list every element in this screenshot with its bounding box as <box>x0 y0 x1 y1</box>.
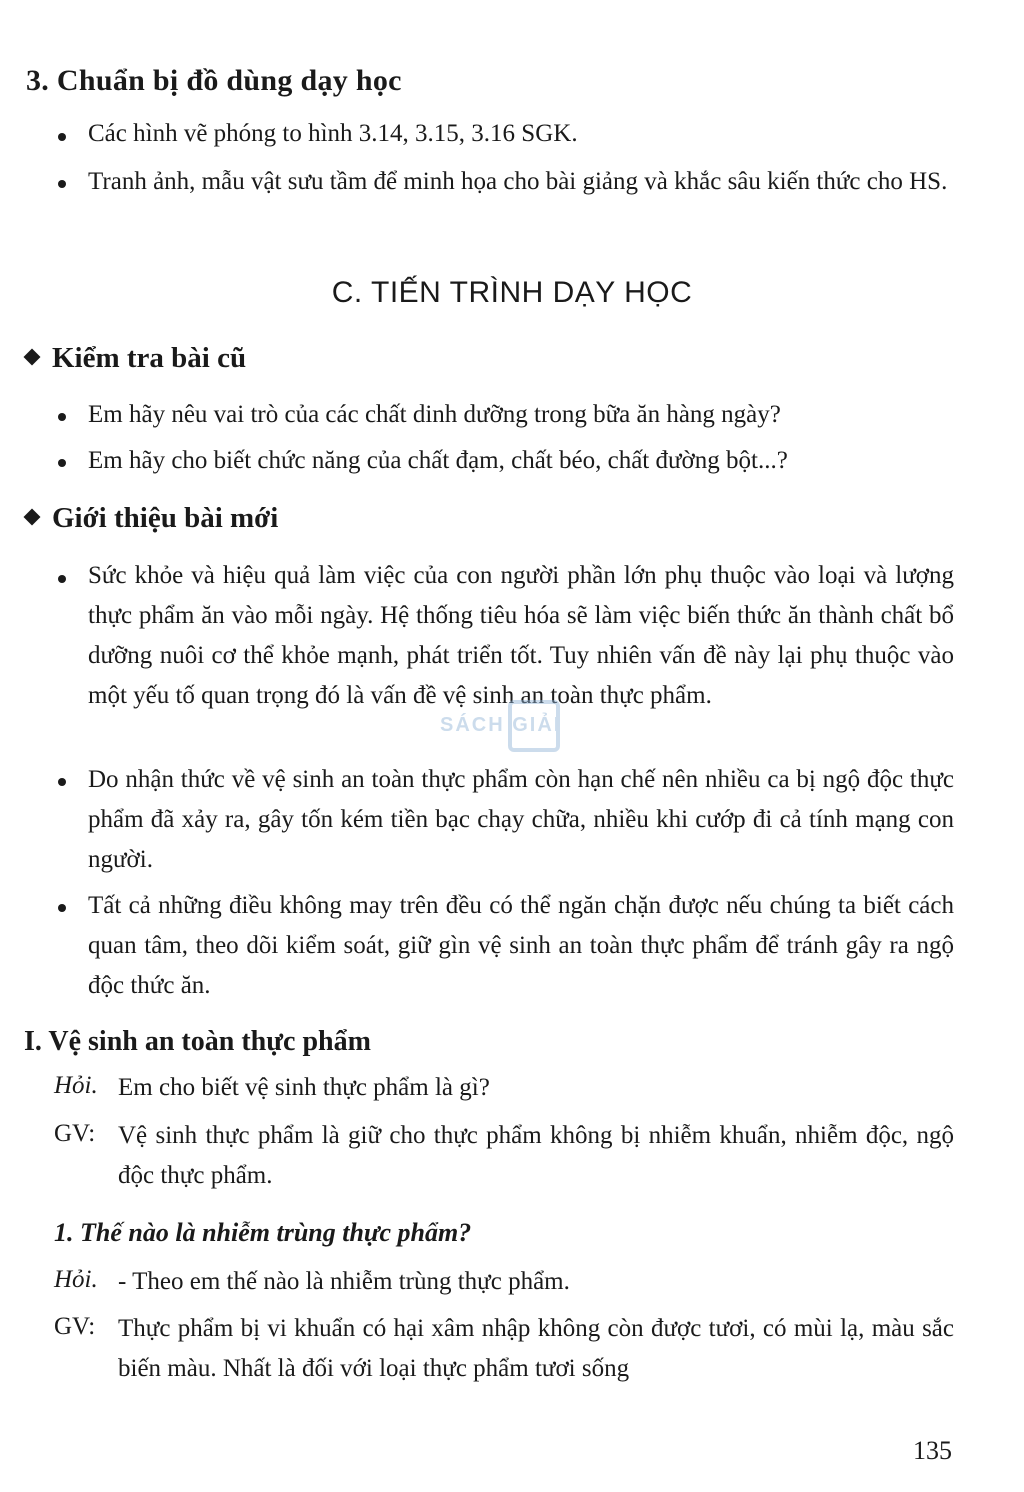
review-item-1: Em hãy nêu vai trò của các chất dinh dưỡng trong bữa ăn hàng ngày? <box>88 401 781 428</box>
subsection-1-heading: 1. Thế nào là nhiễm trùng thực phẩm? <box>54 1218 472 1247</box>
intro-item-2: Do nhận thức về vệ sinh an toàn thực phẩm còn hạn chế nên nhiều ca bị ngộ độc thực phẩm đã xảy ra, gây tốn kém tiền bạc chạy chữa, nhiều khi cướp đi cả tính mạng con người. <box>88 766 954 873</box>
question-2-label: Hỏi. <box>54 1266 98 1293</box>
answer-1-label: GV: <box>54 1120 96 1147</box>
bullet-dot <box>58 904 68 914</box>
bullet-dot <box>58 413 68 423</box>
bullet-dot <box>58 459 68 469</box>
intro-heading-text: Giới thiệu bài mới <box>52 502 279 534</box>
section-3-item-2: Tranh ảnh, mẫu vật sưu tầm để minh họa cho bài giảng và khắc sâu kiến thức cho HS. <box>88 168 948 195</box>
intro-item-3: Tất cả những điều không may trên đều có thể ngăn chặn được nếu chúng ta biết cách quan tâm, theo dõi kiểm soát, giữ gìn vệ sinh an toàn thực phẩm để tránh gây ra ngộ độc thức ăn. <box>88 892 954 999</box>
section-i-heading: I. Vệ sinh an toàn thực phẩm <box>24 1026 371 1057</box>
bullet-dot <box>58 133 68 143</box>
answer-2-label: GV: <box>54 1313 96 1340</box>
review-heading <box>26 342 246 375</box>
bullet-dot <box>58 180 68 190</box>
review-heading-text: Kiểm tra bài cũ <box>52 342 247 374</box>
review-item-2: Em hãy cho biết chức năng của chất đạm, chất béo, chất đường bột...? <box>88 447 788 474</box>
question-1-text: Em cho biết vệ sinh thực phẩm là gì? <box>118 1074 490 1101</box>
watermark-text: SÁCH GIẢI <box>440 714 562 736</box>
answer-2-text: Thực phẩm bị vi khuẩn có hại xâm nhập không còn được tươi, có mùi lạ, màu sắc biến màu. Nhất là đối với loại thực phẩm tươi sống <box>118 1315 954 1382</box>
diamond-bullet-icon <box>24 509 41 526</box>
question-1-label: Hỏi. <box>54 1072 98 1099</box>
section-3-item-1: Các hình vẽ phóng to hình 3.14, 3.15, 3.16 SGK. <box>88 120 578 147</box>
diamond-bullet-icon <box>24 349 41 366</box>
intro-heading <box>26 502 278 535</box>
question-2-text: - Theo em thế nào là nhiễm trùng thực phẩm. <box>118 1268 570 1295</box>
section-3-heading: 3. Chuẩn bị đồ dùng dạy học <box>26 64 402 97</box>
bullet-dot <box>58 778 68 788</box>
bullet-dot <box>58 575 68 585</box>
section-c-title: C. TIẾN TRÌNH DẠY HỌC <box>331 276 693 309</box>
page-number: 135 <box>913 1436 952 1465</box>
intro-item-1: Sức khỏe và hiệu quả làm việc của con người phần lớn phụ thuộc vào loại và lượng thực phẩm ăn vào mỗi ngày. Hệ thống tiêu hóa sẽ làm việc biến thức ăn thành chất bổ dưỡng nuôi cơ thể khỏe mạnh, phát triển tốt. Tuy nhiên vấn đề này lại phụ thuộc vào một yếu tố quan trọng đó là vấn đề vệ sinh an toàn thực phẩm. <box>88 562 954 709</box>
answer-1-text: Vệ sinh thực phẩm là giữ cho thực phẩm không bị nhiễm khuẩn, nhiễm độc, ngộ độc thực phẩm. <box>118 1122 954 1189</box>
watermark-logo <box>440 700 630 754</box>
